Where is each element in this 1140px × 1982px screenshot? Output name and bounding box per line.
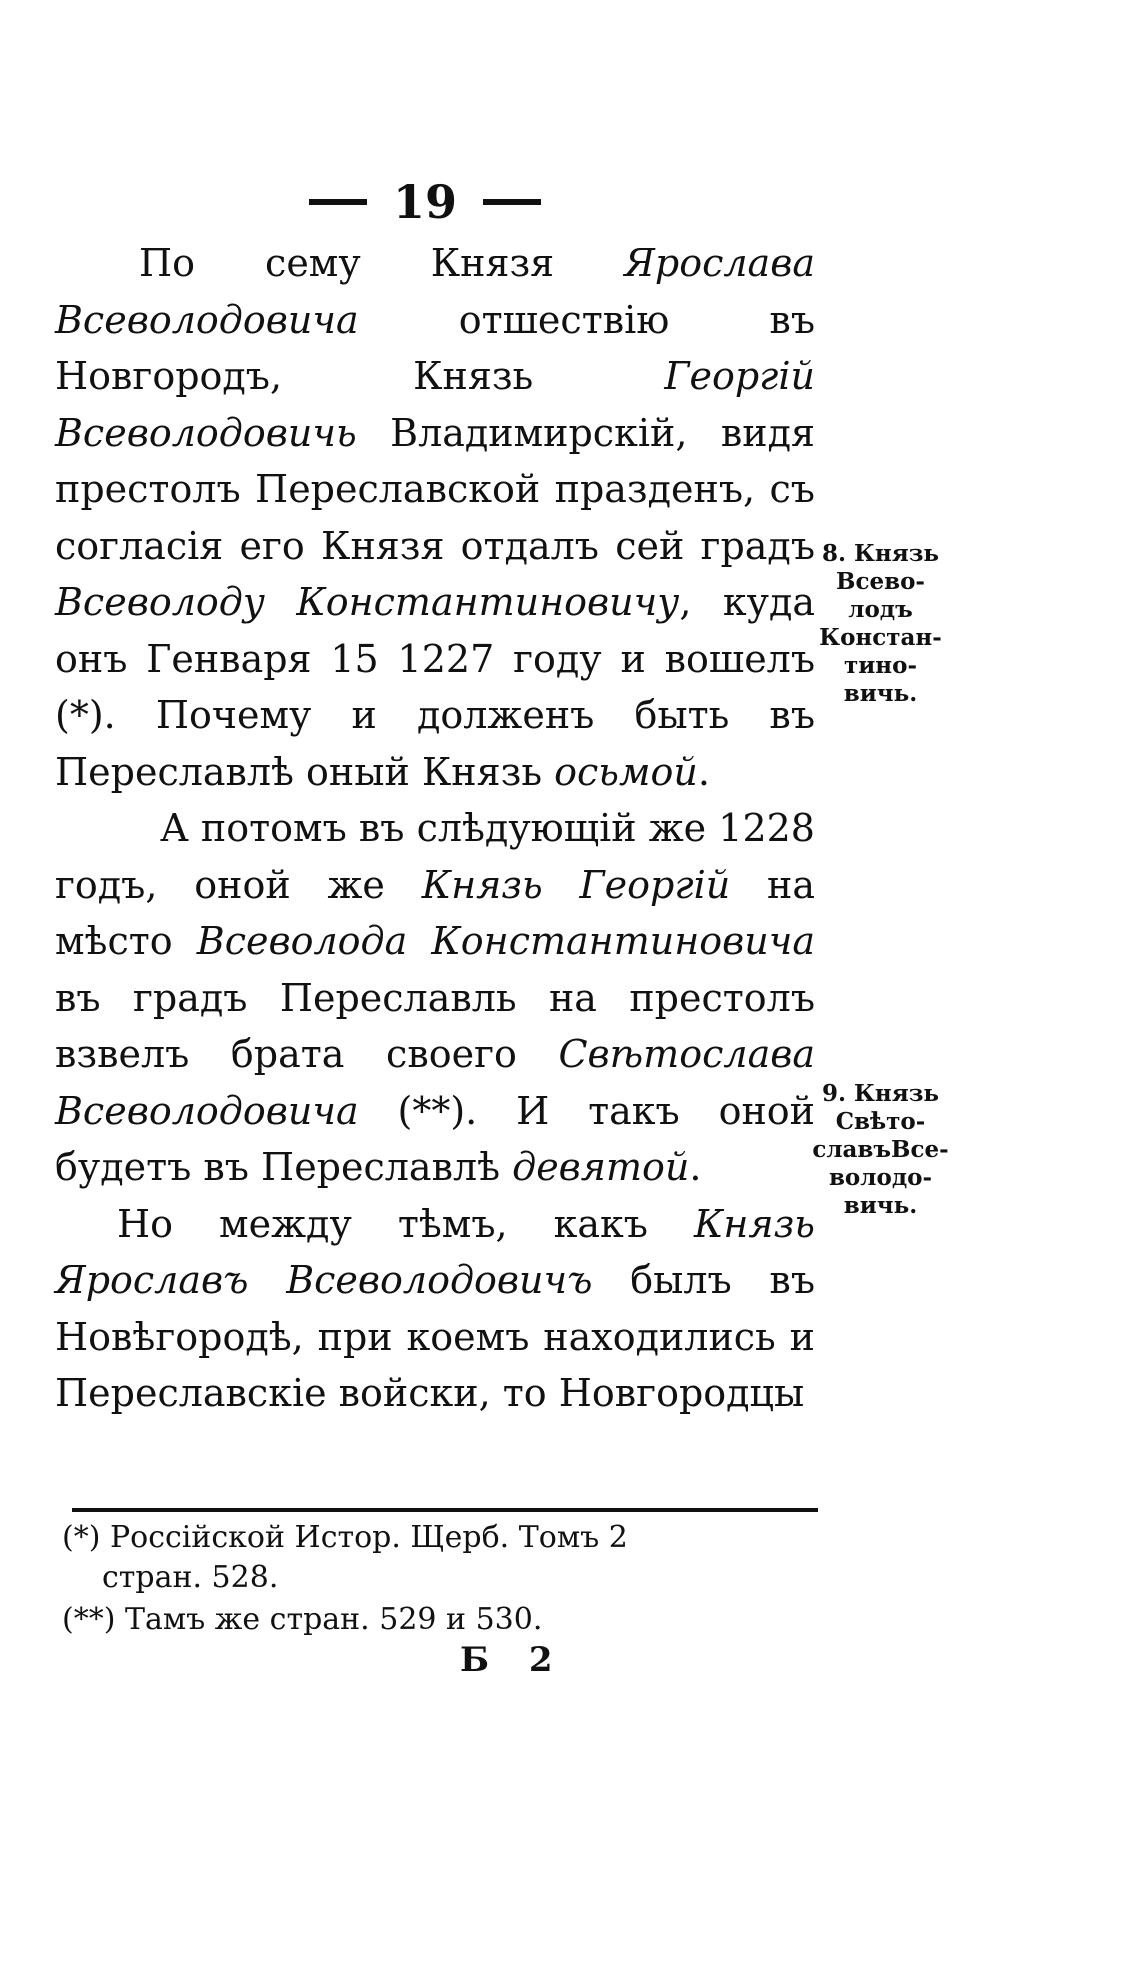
footnotes <box>62 1518 832 1642</box>
signature-mark: Б 2 <box>460 1640 567 1680</box>
paragraph-1 <box>55 235 815 800</box>
margin-note-line: вичь. <box>843 1192 918 1219</box>
text-run: въ градъ Переславль на престолъ взвелъ брата своего <box>55 975 815 1076</box>
italic-name: Всеволоду Константиновичу <box>55 580 680 624</box>
margin-note-line: лодъ <box>848 596 913 623</box>
text-run: на мѣсто <box>55 862 815 963</box>
margin-note-line: 9. Князь <box>821 1080 940 1107</box>
main-text <box>55 235 815 1422</box>
text-run: , куда онъ Генваря 15 1227 году и вошелъ (*). Почему и долженъ быть въ Переславлѣ оный Князь <box>55 580 815 794</box>
italic-name: Всеволода Константиновича <box>196 919 815 963</box>
footnote-2 <box>62 1600 832 1640</box>
page-number: 19 <box>392 175 457 229</box>
text-run: отшествію въ Новгородъ, Князь <box>55 297 815 398</box>
margin-note-9 <box>808 1080 953 1220</box>
italic-name: Князь Ярославъ Всеволодовичъ <box>55 1201 815 1302</box>
paragraph-3 <box>55 1196 815 1422</box>
page-header <box>290 172 560 232</box>
header-dash-left <box>309 199 367 205</box>
footnote-line: стран. 528. <box>102 1560 279 1595</box>
margin-note-line: Свѣто- <box>835 1108 926 1135</box>
italic-name: Ярослава Всеволодовича <box>55 241 815 342</box>
margin-note-line: Констан- <box>819 624 942 651</box>
text-run: (**). И такъ оной будетъ въ Переславлѣ <box>55 1088 815 1189</box>
margin-note-line: тино- <box>843 652 918 679</box>
italic-name: девятой <box>512 1145 690 1189</box>
text-run: Но между тѣмъ, какъ <box>117 1201 694 1246</box>
footnote-divider <box>72 1508 818 1512</box>
margin-note-line: Всево- <box>836 568 925 595</box>
header-dash-right <box>483 199 541 205</box>
margin-note-line: славъВсе- <box>812 1136 949 1163</box>
italic-name: осьмой <box>554 749 698 794</box>
text-run: . <box>697 749 710 794</box>
footnote-1 <box>62 1518 832 1598</box>
margin-note-line: вичь. <box>843 680 918 707</box>
text-run: По сему Князя <box>139 241 625 285</box>
italic-name: Свѣтослава Всеволодовича <box>55 1032 815 1133</box>
margin-note-8 <box>808 540 953 708</box>
paragraph-2 <box>55 800 815 1196</box>
text-run: былъ въ Новѣгородѣ, при коемъ находились и Переславскіе войски, то Новгородцы <box>55 1258 815 1415</box>
italic-name: Князь Георгій <box>421 862 731 907</box>
text-run: . <box>689 1145 702 1189</box>
footnote-line: (**) Тамъ же стран. 529 и 530. <box>62 1602 543 1637</box>
text-run: Владимирскій, видя престолъ Переславской празденъ, съ согласія его Князя отдалъ сей градъ <box>55 410 815 568</box>
footnote-line: (*) Россійской Истор. Щерб. Томъ 2 <box>62 1520 628 1555</box>
margin-note-line: 8. Князь <box>821 540 940 567</box>
italic-name: Георгій Всеволодовичь <box>55 354 815 455</box>
margin-note-line: володо- <box>828 1164 933 1191</box>
text-run: А потомъ въ слѣдующій же 1228 годъ, оной же <box>55 806 815 907</box>
